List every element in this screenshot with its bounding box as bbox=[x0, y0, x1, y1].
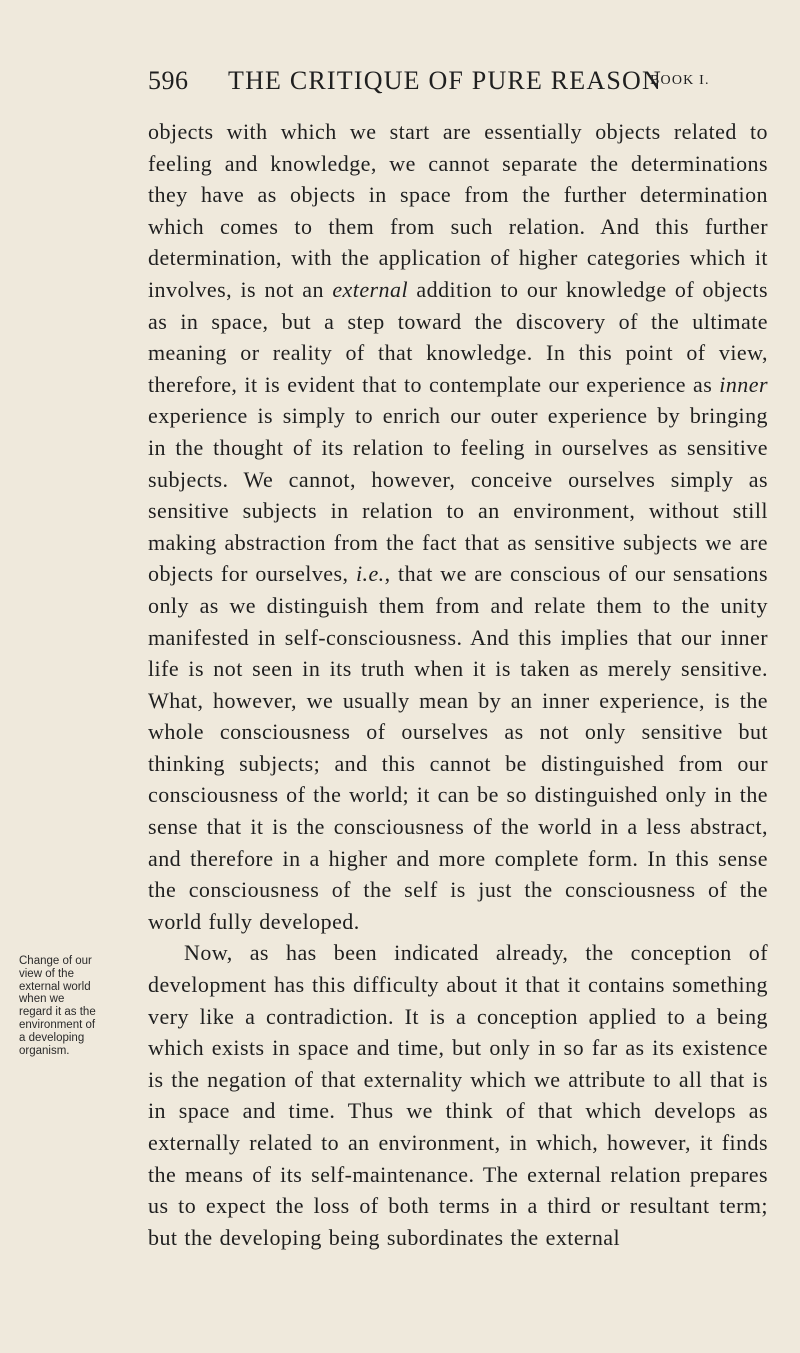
sidenote-line: view of the bbox=[19, 967, 74, 980]
body-text bbox=[148, 116, 768, 1253]
emphasis-external: external bbox=[332, 276, 409, 302]
sidenote-line: environment of bbox=[19, 1018, 96, 1031]
page-number: 596 bbox=[148, 66, 189, 95]
sidenote-line: a developing bbox=[19, 1031, 85, 1044]
sidenote-line: organism. bbox=[19, 1044, 70, 1057]
paragraph-development: Now, as has been indicated already, the conception of development has this difficulty about it that it contains something very like a contradiction. It is a conception applied to a being which exists in space and time, but only in so far as its existence is the negation of that externality which we attribute to all that is in space and time. Thus we think of that which develops as externally related to an environment, in which, however, it finds the means of its self-maintenance. The external relation prepares us to expect the loss of both terms in a third or resultant term; but the developing being subordinates the external bbox=[148, 940, 768, 1250]
running-title: THE CRITIQUE OF PURE REASON bbox=[228, 66, 662, 95]
text-segment: addition to our knowledge of objects as in space, but a step toward the discovery of the ultimate meaning or reality of that knowledge. In this point of view, therefore, it is evident that to contemplate our experience as bbox=[148, 276, 768, 397]
book-label: BOOK I. bbox=[650, 73, 710, 88]
sidenote-line: when we bbox=[19, 993, 65, 1006]
text-segment: experience is simply to enrich our outer experience by bringing in the thought of its relation to feeling in ourselves as sensitive subjects. We cannot, however, conceive ourselves simply as sensitive subjects in relation to an environment, without still making abstraction from the fact that as sensitive subjects we are objects for ourselves, bbox=[148, 403, 768, 587]
sidenote-line: external world bbox=[19, 980, 91, 993]
paragraph-continued bbox=[148, 116, 768, 937]
sidenote-line: Change of our bbox=[19, 955, 92, 967]
margin-sidenote bbox=[19, 955, 123, 1057]
sidenote-line: regard it as the bbox=[19, 1006, 96, 1019]
page-header bbox=[148, 66, 768, 106]
text-segment: , that we are conscious of our sensations only as we distinguish them from and relate them to the unity manifested in self-consciousness. And this implies that our inner life is not seen in its truth when it is taken as merely sensitive. What, however, we usually mean by an inner experience, is the whole consciousness of ourselves as not only sensitive but thinking subjects; and this cannot be distinguished from our consciousness of the world; it can be so distinguished only in the sense that it is the consciousness of the world in a less abstract, and therefore in a higher and more complete form. In this sense the consciousness of the self is just the consciousness of the world fully developed. bbox=[148, 561, 768, 934]
emphasis-ie: i.e. bbox=[355, 561, 385, 587]
emphasis-inner: inner bbox=[719, 371, 768, 397]
text-segment: objects with which we start are essentially objects related to feeling and knowledge, we cannot separate the determinations they have as objects in space from the further determination which comes to them from such relation. And this further determination, with the application of higher categories which it involves, is not an bbox=[148, 119, 768, 302]
